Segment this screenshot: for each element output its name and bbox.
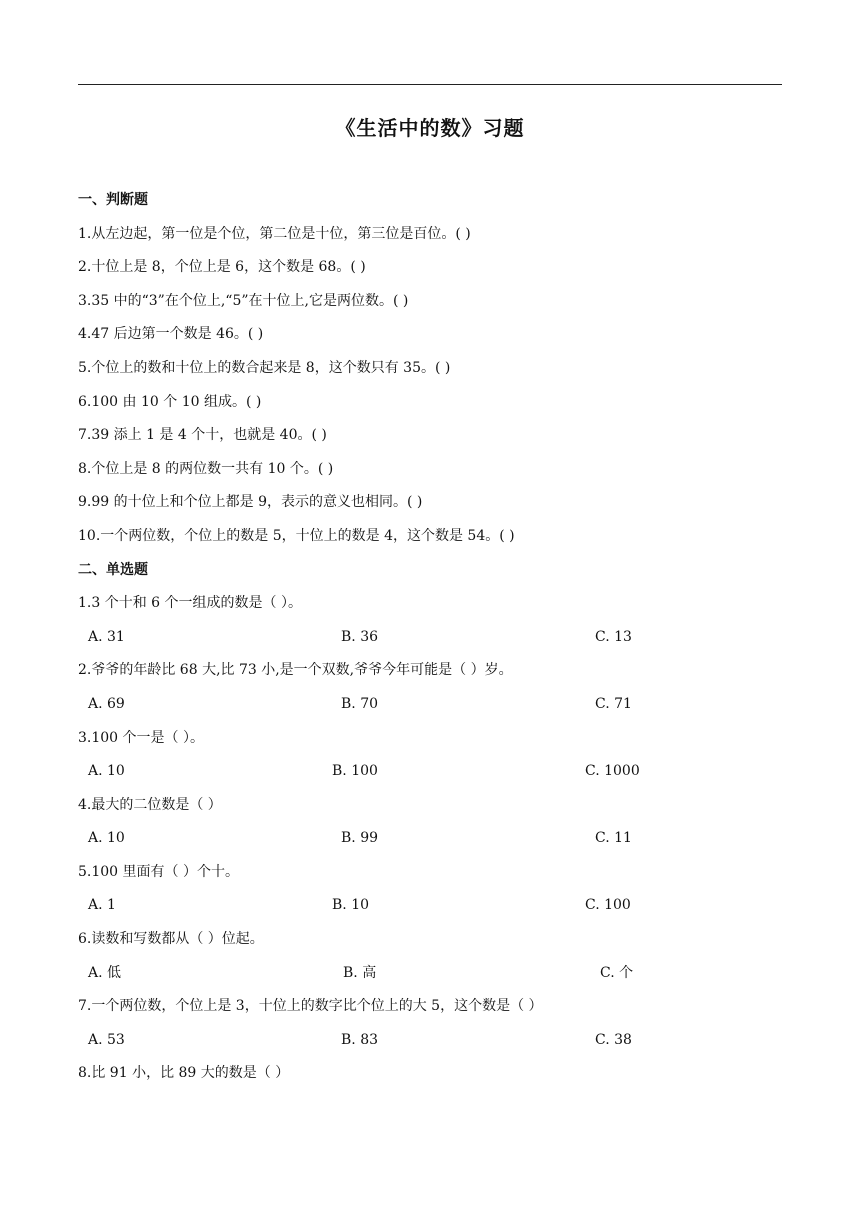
choice-question-7-options xyxy=(78,1024,782,1058)
option-a: A. 10 xyxy=(88,830,125,847)
choice-question-1-options xyxy=(78,621,782,655)
judgment-question-1: 1.从左边起，第一位是个位，第二位是十位，第三位是百位。( ) xyxy=(78,225,471,242)
option-c: C. 1000 xyxy=(585,763,640,780)
worksheet-body xyxy=(78,184,782,1091)
choice-question-3-options xyxy=(78,755,782,789)
option-b: B. 36 xyxy=(341,628,379,645)
judgment-question-5: 5.个位上的数和十位上的数合起来是 8，这个数只有 35。( ) xyxy=(78,359,451,376)
choice-question-3-stem: 3.100 个一是（ ）。 xyxy=(78,729,204,746)
judgment-question-2: 2.十位上是 8，个位上是 6，这个数是 68。( ) xyxy=(78,259,366,276)
judgment-question-6: 6.100 由 10 个 10 组成。( ) xyxy=(78,393,262,410)
judgment-question-9: 9.99 的十位上和个位上都是 9，表示的意义也相同。( ) xyxy=(78,494,423,511)
option-b: B. 高 xyxy=(343,964,377,981)
option-b: B. 99 xyxy=(341,830,379,847)
option-c: C. 100 xyxy=(585,897,631,914)
option-a: A. 31 xyxy=(88,628,125,645)
option-c: C. 71 xyxy=(595,695,632,712)
option-b: B. 100 xyxy=(332,763,378,780)
option-c: C. 11 xyxy=(595,830,632,847)
judgment-question-8: 8.个位上是 8 的两位数一共有 10 个。( ) xyxy=(78,460,334,477)
option-c: C. 38 xyxy=(595,1031,632,1048)
choice-question-6-options xyxy=(78,957,782,991)
section-heading-choice: 二、单选题 xyxy=(78,561,148,578)
option-b: B. 70 xyxy=(341,695,379,712)
choice-question-5-stem: 5.100 里面有（ ）个十。 xyxy=(78,863,239,880)
option-c: C. 13 xyxy=(595,628,632,645)
option-a: A. 53 xyxy=(88,1031,125,1048)
choice-question-7-stem: 7.一个两位数，个位上是 3，十位上的数字比个位上的大 5，这个数是（ ） xyxy=(78,998,543,1015)
choice-question-4-stem: 4.最大的二位数是（ ） xyxy=(78,796,222,813)
option-b: B. 10 xyxy=(332,897,370,914)
option-a: A. 69 xyxy=(88,695,125,712)
judgment-question-4: 4.47 后边第一个数是 46。( ) xyxy=(78,326,264,343)
option-c: C. 个 xyxy=(600,964,634,981)
judgment-question-10: 10.一个两位数，个位上的数是 5，十位上的数是 4，这个数是 54。( ) xyxy=(78,527,515,544)
choice-question-1-stem: 1.3 个十和 6 个一组成的数是（ ）。 xyxy=(78,595,302,612)
choice-question-6-stem: 6.读数和写数都从（ ）位起。 xyxy=(78,931,264,948)
section-heading-judgment: 一、判断题 xyxy=(78,192,148,208)
choice-question-5-options xyxy=(78,889,782,923)
choice-question-2-options xyxy=(78,688,782,722)
choice-question-2-stem: 2.爷爷的年龄比 68 大,比 73 小,是一个双数,爷爷今年可能是（ ）岁。 xyxy=(78,662,513,679)
judgment-question-3: 3.35 中的“3”在个位上,“5”在十位上,它是两位数。( ) xyxy=(78,292,409,309)
option-a: A. 低 xyxy=(88,964,122,981)
header-rule xyxy=(78,84,782,85)
page-title: 《生活中的数》习题 xyxy=(335,116,525,140)
choice-question-4-options xyxy=(78,822,782,856)
judgment-question-7: 7.39 添上 1 是 4 个十，也就是 40。( ) xyxy=(78,427,327,444)
option-a: A. 10 xyxy=(88,763,125,780)
option-b: B. 83 xyxy=(341,1031,379,1048)
choice-question-8-stem: 8.比 91 小，比 89 大的数是（ ） xyxy=(78,1065,290,1082)
option-a: A. 1 xyxy=(88,897,116,914)
